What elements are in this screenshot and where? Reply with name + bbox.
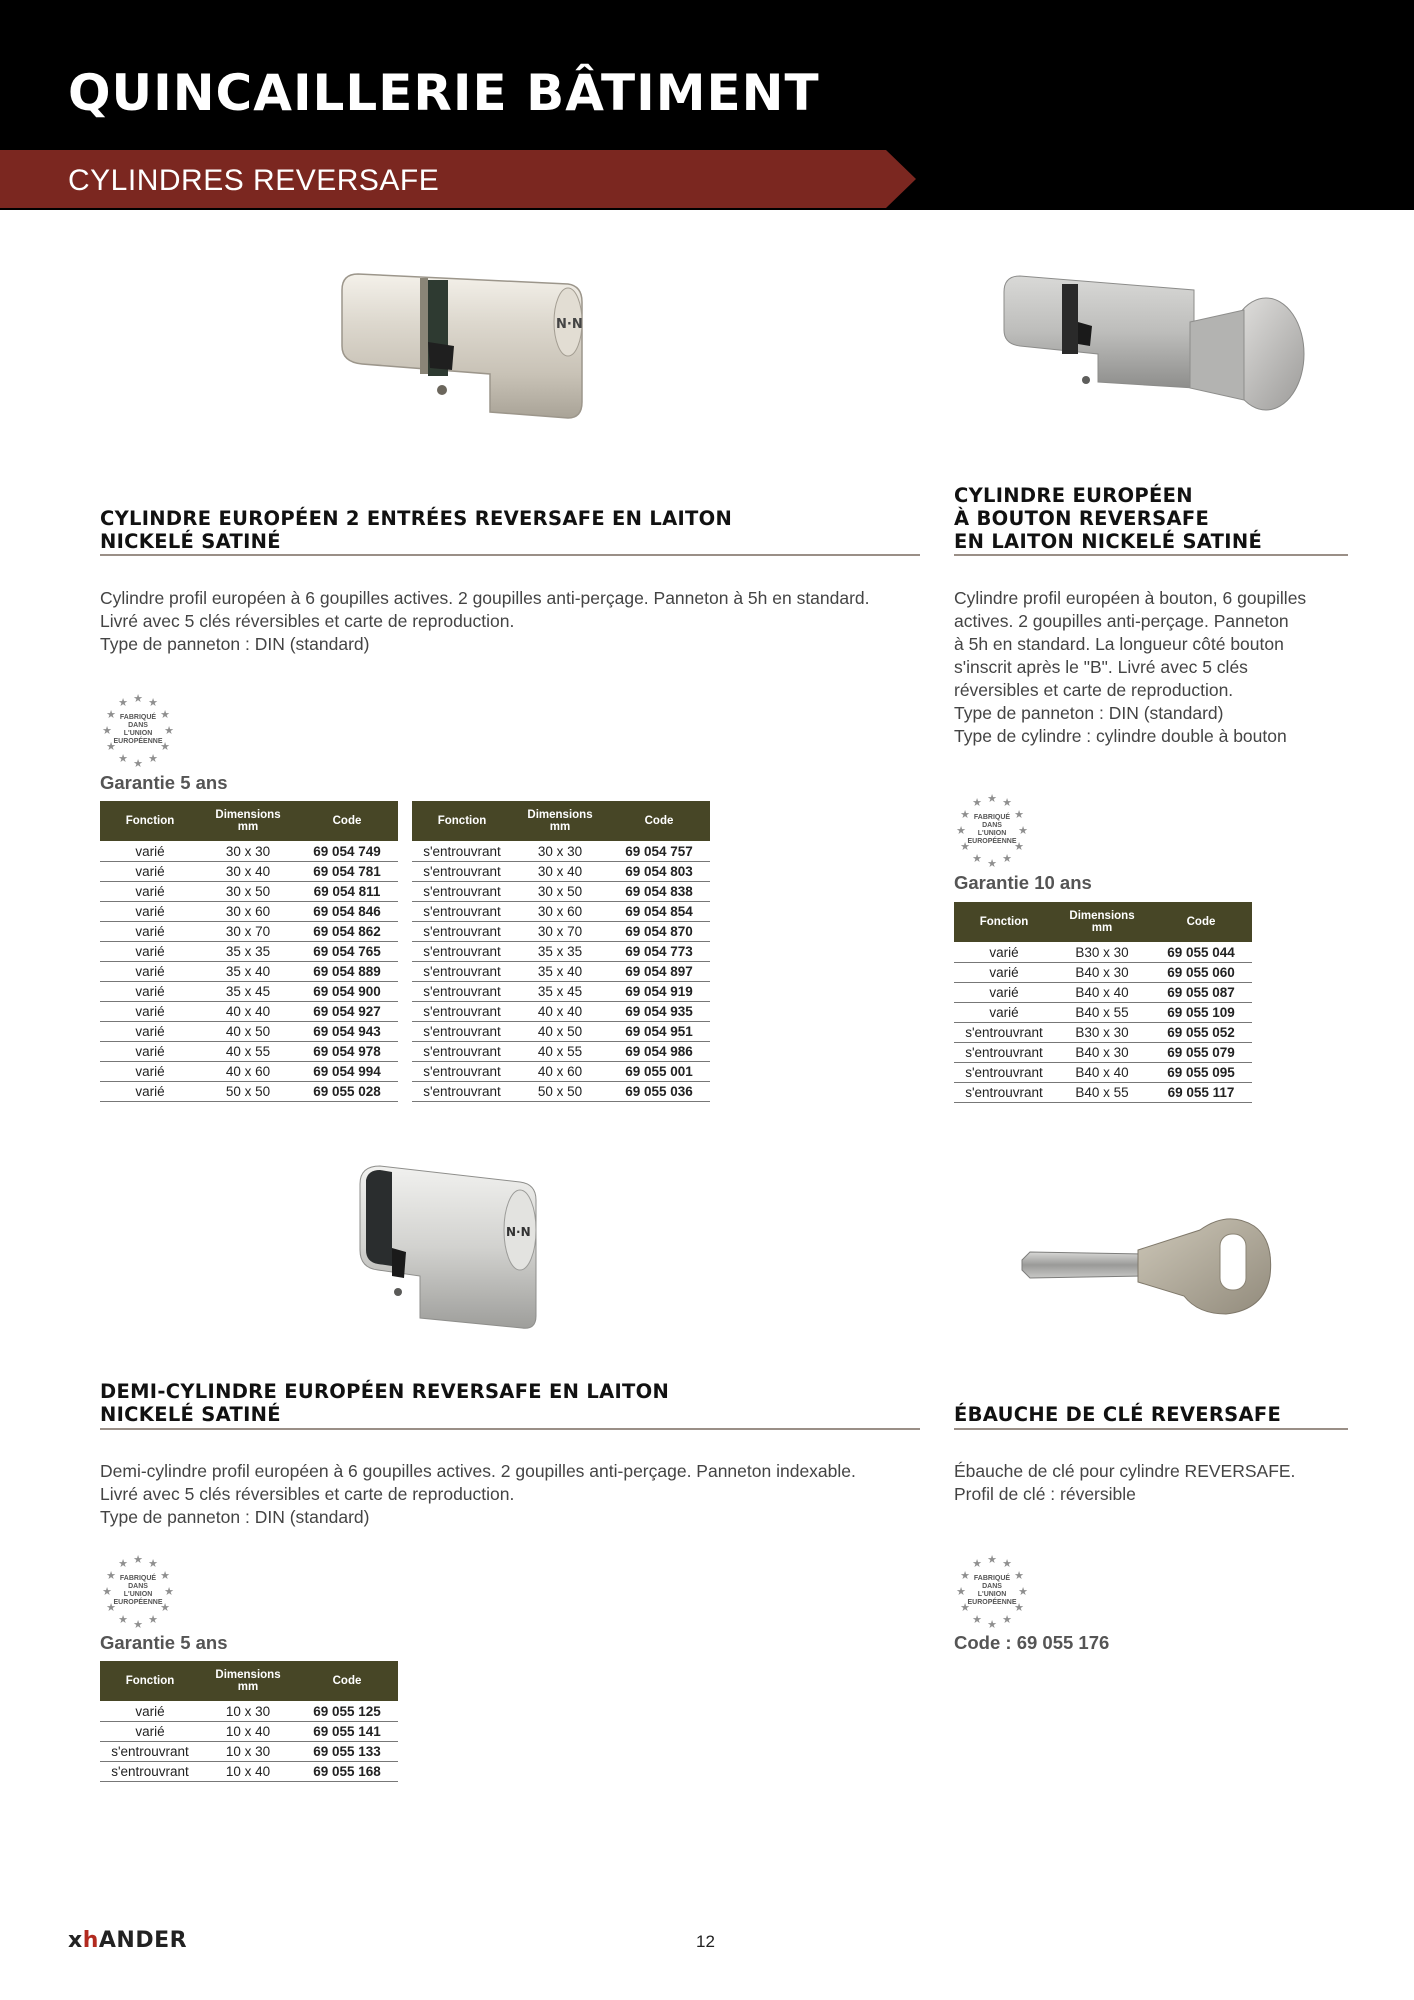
cell-code: 69 054 889 [296, 962, 398, 982]
page-title: QUINCAILLERIE BÂTIMENT [68, 64, 820, 122]
cell-dimensions: 35 x 35 [200, 942, 296, 962]
col-header-code: Code [608, 801, 710, 841]
description-line: Cylindre profil européen à bouton, 6 goupilles [954, 588, 1307, 608]
seal-line: L'UNION [123, 1591, 153, 1598]
description-line: s'inscrit après le "B". Livré avec 5 clés [954, 657, 1248, 677]
cell-dimensions: 10 x 30 [200, 1701, 296, 1722]
svg-text:★: ★ [960, 840, 970, 853]
cell-code: 69 054 803 [608, 862, 710, 882]
description-line: Livré avec 5 clés réversibles et carte de reproduction. [100, 611, 515, 631]
description-line: actives. 2 goupilles anti-perçage. Panneton [954, 611, 1289, 631]
seal-line: L'UNION [977, 1591, 1007, 1598]
cell-dimensions: 40 x 50 [200, 1022, 296, 1042]
description-line: Type de panneton : DIN (standard) [100, 1507, 370, 1527]
brand-part: ANDER [98, 1928, 188, 1953]
description-line: Type de panneton : DIN (standard) [954, 703, 1224, 723]
cell-dimensions: B30 x 30 [1054, 942, 1150, 963]
description-line: réversibles et carte de reproduction. [954, 680, 1234, 700]
svg-text:★: ★ [987, 792, 997, 805]
description-line: Livré avec 5 clés réversibles et carte de reproduction. [100, 1484, 515, 1504]
eu-made-seal-icon [98, 1551, 178, 1631]
cell-dimensions: 40 x 40 [200, 1002, 296, 1022]
product-description [100, 587, 870, 656]
cell-function: varié [100, 1082, 200, 1102]
svg-text:★: ★ [972, 1613, 982, 1626]
cell-code: 69 054 951 [608, 1022, 710, 1042]
cell-dimensions: B40 x 40 [1054, 983, 1150, 1003]
cell-function: varié [100, 1002, 200, 1022]
table-row [100, 942, 398, 962]
cell-dimensions: 30 x 60 [512, 902, 608, 922]
table-row [100, 1022, 398, 1042]
cell-code: 69 055 141 [296, 1722, 398, 1742]
table-row [100, 1701, 398, 1722]
cell-code: 69 054 919 [608, 982, 710, 1002]
svg-text:★: ★ [102, 1585, 112, 1598]
cell-code: 69 054 811 [296, 882, 398, 902]
description-line: Ébauche de clé pour cylindre REVERSAFE. [954, 1461, 1296, 1481]
product-title-line: CYLINDRE EUROPÉEN [954, 484, 1193, 507]
col-header-function: Fonction [412, 801, 512, 841]
svg-text:★: ★ [1018, 824, 1028, 837]
table-row [412, 962, 710, 982]
svg-text:★: ★ [960, 808, 970, 821]
svg-text:★: ★ [148, 1613, 158, 1626]
cell-dimensions: 40 x 40 [512, 1002, 608, 1022]
seal-line: FABRIQUÉ [119, 1575, 157, 1582]
cell-code: 69 055 036 [608, 1082, 710, 1102]
knob-cylinder-image [994, 262, 1314, 430]
cell-dimensions: 30 x 50 [512, 882, 608, 902]
cell-dimensions: 30 x 70 [512, 922, 608, 942]
cell-code: 69 055 133 [296, 1742, 398, 1762]
cell-code: 69 055 117 [1150, 1083, 1252, 1103]
table-row [412, 982, 710, 1002]
cell-code: 69 054 986 [608, 1042, 710, 1062]
col-header-function: Fonction [100, 1661, 200, 1701]
svg-text:★: ★ [118, 752, 128, 765]
product-description [100, 1460, 856, 1529]
col-header-unit: mm [1091, 922, 1113, 934]
warranty-label: Garantie 10 ans [954, 872, 1092, 893]
svg-text:★: ★ [133, 1553, 143, 1566]
cell-code: 69 054 773 [608, 942, 710, 962]
svg-text:★: ★ [960, 1601, 970, 1614]
seal-line: L'UNION [123, 730, 153, 737]
svg-text:★: ★ [987, 1553, 997, 1566]
table-row [100, 982, 398, 1002]
col-header-code: Code [1150, 902, 1252, 942]
cell-function: varié [954, 1003, 1054, 1023]
cell-code: 69 055 125 [296, 1701, 398, 1722]
table-row [412, 1082, 710, 1102]
cell-dimensions: 30 x 50 [200, 882, 296, 902]
cell-function: varié [100, 1022, 200, 1042]
cell-dimensions: 40 x 55 [200, 1042, 296, 1062]
col-header-dimensions [200, 1661, 296, 1701]
cell-function: s'entrouvrant [412, 982, 512, 1002]
cell-code: 69 055 044 [1150, 942, 1252, 963]
title-divider [100, 1428, 920, 1430]
cell-dimensions: 10 x 30 [200, 1742, 296, 1762]
seal-line: EUROPÉENNE [967, 1599, 1017, 1606]
cell-code: 69 054 838 [608, 882, 710, 902]
cell-function: varié [100, 1701, 200, 1722]
cell-function: varié [100, 882, 200, 902]
spec-table-varie [100, 801, 398, 1102]
svg-text:★: ★ [148, 752, 158, 765]
table-row [954, 1063, 1252, 1083]
svg-text:★: ★ [106, 1601, 116, 1614]
svg-text:★: ★ [118, 1557, 128, 1570]
table-row [100, 841, 398, 862]
cell-code: 69 054 978 [296, 1042, 398, 1062]
col-header-code: Code [296, 1661, 398, 1701]
table-row [412, 862, 710, 882]
eu-made-seal-icon [98, 690, 178, 770]
description-line: Profil de clé : réversible [954, 1484, 1136, 1504]
cell-function: s'entrouvrant [412, 1022, 512, 1042]
svg-text:★: ★ [160, 1569, 170, 1582]
cell-code: 69 055 087 [1150, 983, 1252, 1003]
table-row [100, 1742, 398, 1762]
cell-dimensions: 35 x 45 [200, 982, 296, 1002]
cell-function: varié [100, 862, 200, 882]
svg-text:★: ★ [1014, 840, 1024, 853]
cell-function: s'entrouvrant [954, 1083, 1054, 1103]
table-row [100, 1722, 398, 1742]
seal-line: DANS [982, 1583, 1002, 1590]
cell-function: varié [954, 963, 1054, 983]
cell-function: varié [100, 942, 200, 962]
svg-text:★: ★ [133, 692, 143, 705]
svg-text:★: ★ [960, 1569, 970, 1582]
product-title-line: EN LAITON NICKELÉ SATINÉ [954, 530, 1263, 553]
svg-text:★: ★ [118, 1613, 128, 1626]
cell-code: 69 054 943 [296, 1022, 398, 1042]
table-row [100, 902, 398, 922]
svg-text:★: ★ [102, 724, 112, 737]
cell-code: 69 054 900 [296, 982, 398, 1002]
cell-code: 69 054 846 [296, 902, 398, 922]
table-row [954, 963, 1252, 983]
product-title-knob-cylinder [954, 484, 1262, 553]
cell-code: 69 055 052 [1150, 1023, 1252, 1043]
cell-code: 69 055 060 [1150, 963, 1252, 983]
svg-text:★: ★ [1002, 1557, 1012, 1570]
col-header-code: Code [296, 801, 398, 841]
product-title-line: À BOUTON REVERSAFE [954, 507, 1210, 530]
cell-dimensions: 35 x 40 [512, 962, 608, 982]
svg-text:★: ★ [1014, 808, 1024, 821]
table-row [100, 882, 398, 902]
svg-text:★: ★ [106, 708, 116, 721]
col-header-unit: mm [549, 821, 571, 833]
description-line: Type de panneton : DIN (standard) [100, 634, 370, 654]
svg-text:★: ★ [118, 696, 128, 709]
cell-code: 69 054 927 [296, 1002, 398, 1022]
table-row [412, 1002, 710, 1022]
cell-function: s'entrouvrant [412, 922, 512, 942]
eu-made-seal-icon [952, 790, 1032, 870]
col-header-dimensions [512, 801, 608, 841]
cell-function: s'entrouvrant [412, 1002, 512, 1022]
product-title-line: ÉBAUCHE DE CLÉ REVERSAFE [954, 1403, 1282, 1426]
cell-function: s'entrouvrant [412, 902, 512, 922]
table-row [412, 1062, 710, 1082]
seal-line: FABRIQUÉ [973, 1575, 1011, 1582]
spec-table-knob [954, 902, 1252, 1103]
cell-dimensions: 30 x 70 [200, 922, 296, 942]
cell-code: 69 054 862 [296, 922, 398, 942]
table-row [100, 1082, 398, 1102]
col-header-unit: mm [237, 1681, 259, 1693]
cell-function: s'entrouvrant [412, 1062, 512, 1082]
table-row [100, 962, 398, 982]
cell-code: 69 055 168 [296, 1762, 398, 1782]
table-row [412, 902, 710, 922]
seal-line: L'UNION [977, 830, 1007, 837]
brand-logo [68, 1928, 187, 1953]
svg-text:★: ★ [956, 824, 966, 837]
table-row [412, 922, 710, 942]
product-description [954, 1460, 1295, 1506]
cell-dimensions: 50 x 50 [512, 1082, 608, 1102]
svg-text:★: ★ [987, 857, 997, 870]
cell-function: varié [100, 982, 200, 1002]
cell-function: s'entrouvrant [412, 862, 512, 882]
table-row [412, 1022, 710, 1042]
cell-dimensions: 30 x 60 [200, 902, 296, 922]
col-header-dimensions [200, 801, 296, 841]
cell-function: s'entrouvrant [100, 1742, 200, 1762]
svg-text:★: ★ [1002, 1613, 1012, 1626]
cell-dimensions: B30 x 30 [1054, 1023, 1150, 1043]
cell-dimensions: 30 x 30 [200, 841, 296, 862]
svg-text:★: ★ [164, 724, 174, 737]
warranty-label: Garantie 5 ans [100, 772, 228, 793]
seal-line: DANS [982, 822, 1002, 829]
col-header-text: Dimensions [215, 1669, 281, 1681]
cell-dimensions: 30 x 40 [200, 862, 296, 882]
table-row [412, 882, 710, 902]
table-row [954, 1083, 1252, 1103]
warranty-label: Garantie 5 ans [100, 1632, 228, 1653]
product-title-line: CYLINDRE EUROPÉEN 2 ENTRÉES REVERSAFE EN LAITON [100, 507, 733, 530]
table-row [100, 862, 398, 882]
spec-table-half-cylinder [100, 1661, 398, 1782]
product-title-line: NICKELÉ SATINÉ [100, 530, 281, 553]
col-header-text: Dimensions [527, 809, 593, 821]
title-divider [954, 554, 1348, 556]
col-header-function: Fonction [100, 801, 200, 841]
cell-function: varié [954, 983, 1054, 1003]
cell-code: 69 055 095 [1150, 1063, 1252, 1083]
product-title-double-cylinder [100, 507, 732, 553]
svg-text:N·N: N·N [506, 1225, 531, 1239]
cell-dimensions: 35 x 35 [512, 942, 608, 962]
half-cylinder-image [340, 1158, 560, 1338]
table-row [954, 1023, 1252, 1043]
description-line: Type de cylindre : cylindre double à bouton [954, 726, 1287, 746]
cell-code: 69 054 870 [608, 922, 710, 942]
title-divider [100, 554, 920, 556]
table-row [412, 1042, 710, 1062]
cell-dimensions: B40 x 40 [1054, 1063, 1150, 1083]
cell-dimensions: 30 x 40 [512, 862, 608, 882]
table-row [954, 983, 1252, 1003]
description-line: Demi-cylindre profil européen à 6 goupilles actives. 2 goupilles anti-perçage. Panneton indexable. [100, 1461, 856, 1481]
cell-dimensions: 10 x 40 [200, 1762, 296, 1782]
col-header-unit: mm [237, 821, 259, 833]
product-code: Code : 69 055 176 [954, 1632, 1110, 1653]
cell-code: 69 054 781 [296, 862, 398, 882]
table-row [100, 1062, 398, 1082]
cell-function: s'entrouvrant [954, 1063, 1054, 1083]
svg-text:★: ★ [160, 708, 170, 721]
seal-line: FABRIQUÉ [973, 814, 1011, 821]
product-title-line: NICKELÉ SATINÉ [100, 1403, 281, 1426]
cell-function: varié [100, 841, 200, 862]
svg-text:★: ★ [1002, 852, 1012, 865]
table-row [412, 841, 710, 862]
cell-dimensions: B40 x 30 [1054, 1043, 1150, 1063]
brand-part: h [82, 1928, 99, 1953]
cell-code: 69 054 765 [296, 942, 398, 962]
seal-line: DANS [128, 1583, 148, 1590]
cell-function: s'entrouvrant [954, 1043, 1054, 1063]
svg-text:★: ★ [987, 1618, 997, 1631]
seal-line: EUROPÉENNE [967, 838, 1017, 845]
svg-text:★: ★ [1018, 1585, 1028, 1598]
cell-code: 69 055 109 [1150, 1003, 1252, 1023]
cell-function: s'entrouvrant [412, 841, 512, 862]
cell-code: 69 054 757 [608, 841, 710, 862]
svg-text:★: ★ [1014, 1601, 1024, 1614]
cell-code: 69 055 079 [1150, 1043, 1252, 1063]
svg-text:★: ★ [972, 852, 982, 865]
svg-text:N·N: N·N [556, 317, 583, 332]
cell-dimensions: B40 x 30 [1054, 963, 1150, 983]
svg-text:★: ★ [1014, 1569, 1024, 1582]
cell-code: 69 054 749 [296, 841, 398, 862]
table-row [412, 942, 710, 962]
cell-code: 69 055 028 [296, 1082, 398, 1102]
page-number: 12 [696, 1932, 715, 1951]
cell-function: varié [100, 922, 200, 942]
eu-made-seal-icon [952, 1551, 1032, 1631]
cell-dimensions: B40 x 55 [1054, 1083, 1150, 1103]
title-divider [954, 1428, 1348, 1430]
key-blank-image [1016, 1210, 1278, 1320]
cell-function: varié [100, 902, 200, 922]
cell-function: s'entrouvrant [412, 942, 512, 962]
brand-part: x [68, 1928, 83, 1953]
cell-function: varié [100, 1062, 200, 1082]
cell-function: varié [100, 1042, 200, 1062]
cell-function: s'entrouvrant [954, 1023, 1054, 1043]
product-title-half-cylinder [100, 1380, 669, 1426]
col-header-dimensions [1054, 902, 1150, 942]
table-row [100, 1002, 398, 1022]
col-header-text: Dimensions [1069, 910, 1135, 922]
col-header-text: Dimensions [215, 809, 281, 821]
seal-line: DANS [128, 722, 148, 729]
description-line: à 5h en standard. La longueur côté bouton [954, 634, 1284, 654]
seal-line: EUROPÉENNE [113, 738, 163, 745]
cell-dimensions: 35 x 45 [512, 982, 608, 1002]
svg-text:★: ★ [1002, 796, 1012, 809]
svg-text:★: ★ [148, 696, 158, 709]
cell-dimensions: 40 x 55 [512, 1042, 608, 1062]
cell-code: 69 054 897 [608, 962, 710, 982]
svg-text:★: ★ [972, 796, 982, 809]
seal-line: FABRIQUÉ [119, 714, 157, 721]
col-header-function: Fonction [954, 902, 1054, 942]
svg-text:★: ★ [148, 1557, 158, 1570]
table-row [954, 1043, 1252, 1063]
table-row [954, 1003, 1252, 1023]
cell-function: varié [100, 1722, 200, 1742]
cell-dimensions: 30 x 30 [512, 841, 608, 862]
cell-dimensions: 35 x 40 [200, 962, 296, 982]
cell-function: s'entrouvrant [412, 962, 512, 982]
cell-function: s'entrouvrant [412, 1042, 512, 1062]
cell-code: 69 054 935 [608, 1002, 710, 1022]
table-row [954, 942, 1252, 963]
cell-function: varié [954, 942, 1054, 963]
cell-code: 69 055 001 [608, 1062, 710, 1082]
cell-function: varié [100, 962, 200, 982]
description-line: Cylindre profil européen à 6 goupilles actives. 2 goupilles anti-perçage. Panneton à 5h en standard. [100, 588, 870, 608]
product-title-line: DEMI-CYLINDRE EUROPÉEN REVERSAFE EN LAITON [100, 1380, 670, 1403]
svg-text:★: ★ [972, 1557, 982, 1570]
svg-text:★: ★ [106, 1569, 116, 1582]
cell-dimensions: 40 x 60 [200, 1062, 296, 1082]
svg-text:★: ★ [133, 757, 143, 770]
double-cylinder-image [330, 262, 600, 442]
svg-text:★: ★ [160, 740, 170, 753]
cell-dimensions: 40 x 60 [512, 1062, 608, 1082]
cell-function: s'entrouvrant [412, 882, 512, 902]
cell-code: 69 054 854 [608, 902, 710, 922]
table-row [100, 922, 398, 942]
spec-table-sentrouvrant [412, 801, 710, 1102]
svg-text:★: ★ [133, 1618, 143, 1631]
svg-text:★: ★ [164, 1585, 174, 1598]
table-row [100, 1042, 398, 1062]
cell-code: 69 054 994 [296, 1062, 398, 1082]
cell-function: s'entrouvrant [100, 1762, 200, 1782]
cell-dimensions: 40 x 50 [512, 1022, 608, 1042]
cell-dimensions: B40 x 55 [1054, 1003, 1150, 1023]
section-title: CYLINDRES REVERSAFE [68, 164, 440, 197]
cell-dimensions: 50 x 50 [200, 1082, 296, 1102]
svg-text:★: ★ [956, 1585, 966, 1598]
cell-dimensions: 10 x 40 [200, 1722, 296, 1742]
svg-text:★: ★ [106, 740, 116, 753]
product-description [954, 587, 1306, 748]
svg-text:★: ★ [160, 1601, 170, 1614]
seal-line: EUROPÉENNE [113, 1599, 163, 1606]
table-row [100, 1762, 398, 1782]
product-title-key-blank [954, 1403, 1281, 1426]
cell-function: s'entrouvrant [412, 1082, 512, 1102]
